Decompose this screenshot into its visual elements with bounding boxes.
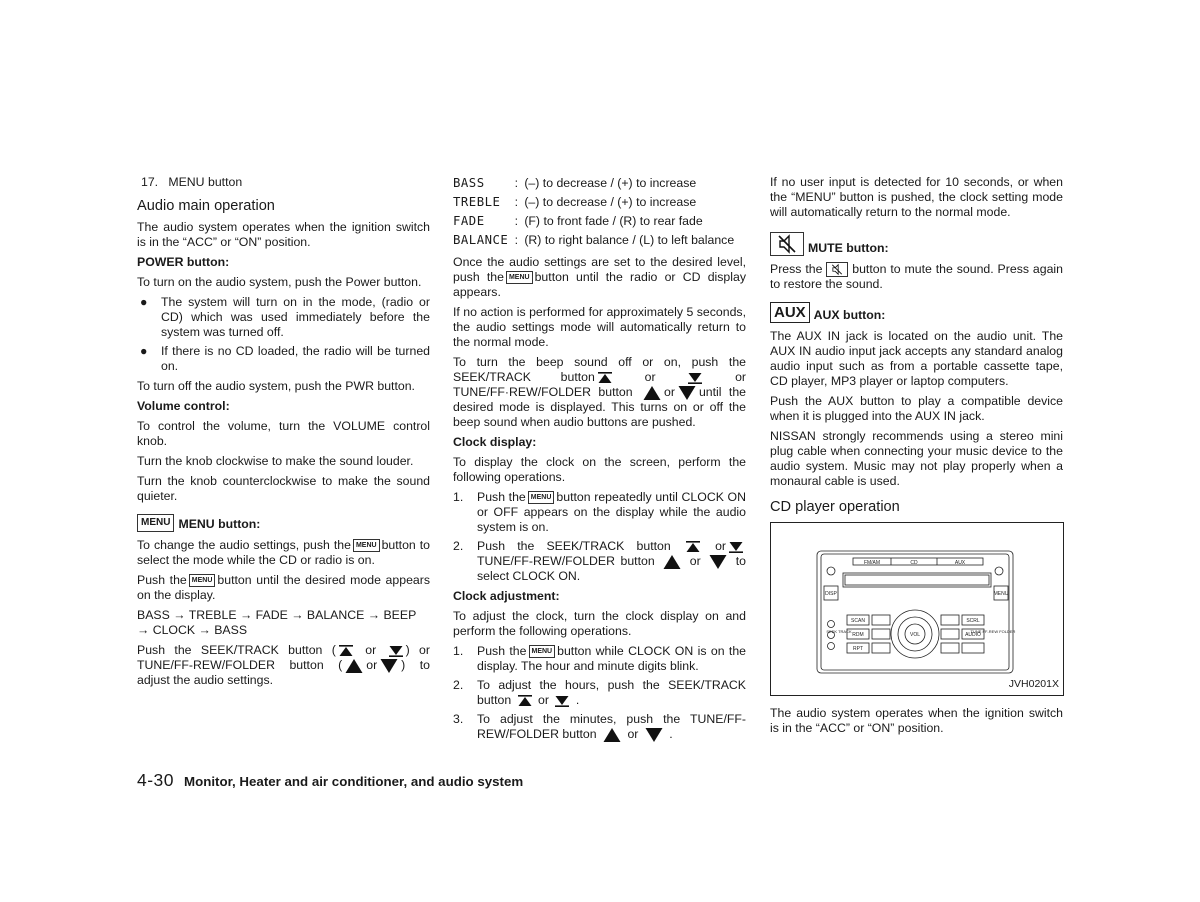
paragraph: To display the clock on the screen, perform the following operations.	[453, 455, 746, 484]
tune-down-icon	[645, 728, 663, 742]
paragraph: Turn the knob clockwise to make the sound louder.	[137, 454, 414, 468]
mute-icon	[770, 232, 804, 256]
mute-icon	[826, 262, 848, 277]
seek-up-icon	[686, 541, 700, 553]
tune-down-icon	[709, 555, 727, 569]
aux-heading-label: AUX button:	[813, 308, 886, 323]
list-item: ● The system will turn on in the mode, (radio or CD) which was used immediately before the system was turned off.	[140, 295, 430, 339]
mute-heading-label: MUTE button:	[808, 241, 889, 255]
heading-clock-adjustment: Clock adjustment:	[453, 589, 560, 603]
item-17: 17. MENU button	[141, 175, 243, 189]
paragraph: Push the SEEK/TRACK button ( or ) or TUNE/FF-REW/FOLDER button ( or ) to adjust the audio settings.	[137, 643, 430, 687]
menu-icon: MENU	[189, 574, 216, 587]
paragraph: To turn off the audio system, push the PWR button.	[137, 379, 415, 393]
tune-down-icon	[678, 386, 696, 400]
page-number: 4-30	[137, 770, 175, 790]
seek-down-icon	[389, 645, 403, 657]
menu-icon: MENU	[506, 271, 533, 284]
column-2	[453, 175, 746, 747]
tune-up-icon	[345, 659, 363, 673]
column-3	[770, 175, 1063, 741]
figure-label: DISP	[825, 591, 837, 598]
menu-sequence: BASS → TREBLE → FADE → BALANCE → BEEP → CLOCK → BASS	[137, 608, 417, 637]
table-row: BALANCE : (R) to right balance / (L) to left balance	[453, 233, 735, 247]
paragraph: The audio system operates when the ignition switch is in the “ACC” or “ON” position.	[770, 706, 1063, 736]
figure-label: CD	[910, 560, 918, 567]
heading-audio-main-operation: Audio main operation	[137, 198, 275, 214]
settings-table	[453, 175, 734, 251]
paragraph: NISSAN strongly recommends using a stereo mini plug cable when connecting your music device to the audio system. Music may not play properly when a monaural cable is used.	[770, 429, 1063, 489]
tune-up-icon	[643, 386, 661, 400]
figure-label: RPT	[853, 646, 863, 653]
list-item: 2. Push the SEEK/TRACK button or TUNE/FF-REW/FOLDER button or to select CLOCK ON.	[453, 539, 747, 583]
seek-down-icon	[555, 695, 569, 707]
seek-up-icon	[598, 372, 612, 384]
audio-unit-illustration	[771, 523, 1063, 695]
menu-icon: MENU	[137, 514, 174, 532]
menu-button-heading	[137, 514, 430, 532]
figure-label: TUNE FF-REW FOLDER	[970, 629, 1016, 635]
menu-icon: MENU	[528, 491, 555, 504]
tune-down-icon	[380, 659, 398, 673]
menu-heading-label: MENU button:	[178, 517, 261, 531]
figure-label: VOL	[909, 632, 921, 639]
tune-up-icon	[603, 728, 621, 742]
adjust-steps	[453, 644, 746, 742]
table-row: FADE : (F) to front fade / (R) to rear fade	[453, 214, 703, 228]
paragraph: Turn the knob counterclockwise to make the sound quieter.	[137, 474, 430, 503]
page-footer	[137, 770, 523, 791]
mute-button-heading	[770, 232, 1063, 256]
paragraph: Once the audio settings are set to the desired level, push the MENU button until the radio or CD display appears.	[453, 255, 746, 299]
menu-icon: MENU	[353, 539, 380, 552]
paragraph: Press the button to mute the sound. Press again to restore the sound.	[770, 262, 1063, 292]
paragraph: If no action is performed for approximately 5 seconds, the audio settings mode will automatically return to the normal mode.	[453, 305, 746, 349]
paragraph: To turn on the audio system, push the Power button.	[137, 275, 422, 289]
figure-label: AUDIO	[965, 632, 981, 639]
section-title: Monitor, Heater and air conditioner, and audio system	[184, 774, 524, 789]
paragraph: Push the AUX button to play a compatible device when it is plugged into the AUX IN jack.	[770, 394, 1063, 424]
list-item: 1. Push the MENU button while CLOCK ON is on the display. The hour and minute digits blink.	[453, 644, 746, 673]
figure-label: RDM	[852, 632, 864, 639]
paragraph: If no user input is detected for 10 seconds, or when the “MENU” button is pushed, the clock setting mode will automatically return to the normal mode.	[770, 175, 1063, 219]
power-bullet-list	[137, 295, 430, 374]
paragraph: The audio system operates when the ignition switch is in the “ACC” or “ON” position.	[137, 220, 430, 249]
paragraph: To control the volume, turn the VOLUME control knob.	[137, 419, 430, 448]
heading-power-button: POWER button:	[137, 255, 230, 269]
paragraph: The AUX IN jack is located on the audio unit. The AUX IN audio input jack accepts any standard analog audio input such as from a portable cassette tape, CD player, MP3 player or laptop computers.	[770, 329, 1063, 389]
seek-up-icon	[518, 695, 532, 707]
paragraph: Push the MENU button until the desired mode appears on the display.	[137, 573, 430, 602]
seek-up-icon	[339, 645, 353, 657]
figure-label: FM/AM	[863, 560, 881, 567]
clock-steps	[453, 490, 746, 584]
heading-clock-display: Clock display:	[453, 435, 537, 449]
seek-down-icon	[729, 541, 743, 553]
heading-cd-player-operation: CD player operation	[770, 499, 900, 516]
figure-label: SCRL	[966, 618, 980, 625]
tune-up-icon	[663, 555, 681, 569]
audio-unit-figure	[770, 522, 1064, 696]
figure-label: AUX	[954, 560, 966, 567]
aux-icon: AUX	[770, 302, 810, 323]
figure-label: MENU	[993, 591, 1009, 598]
aux-button-heading	[770, 302, 1063, 323]
figure-label: SEEK TRACK	[826, 629, 852, 635]
figure-label: SCAN	[851, 618, 865, 625]
figure-code: JVH0201X	[1008, 678, 1059, 691]
seek-down-icon	[688, 372, 702, 384]
list-item: 1. Push the MENU button repeatedly until CLOCK ON or OFF appears on the display while the audio system is on.	[453, 490, 746, 534]
menu-icon: MENU	[529, 645, 556, 658]
paragraph: To change the audio settings, push the MENU button to select the mode while the CD or radio is on.	[137, 538, 430, 567]
list-item: 2. To adjust the hours, push the SEEK/TRACK button or .	[453, 678, 746, 707]
paragraph: To adjust the clock, turn the clock display on and perform the following operations.	[453, 609, 746, 638]
heading-volume-control: Volume control:	[137, 399, 230, 413]
paragraph: To turn the beep sound off or on, push the SEEK/TRACK button or or TUNE/FF·REW/FOLDER button or until the desired mode is displayed. This turns on or off the beep sound when audio buttons are pushed.	[453, 355, 747, 429]
table-row: BASS : (–) to decrease / (+) to increase	[453, 176, 697, 190]
list-item: ● If there is no CD loaded, the radio will be turned on.	[140, 344, 430, 373]
column-1	[137, 175, 430, 693]
table-row: TREBLE : (–) to decrease / (+) to increase	[453, 195, 697, 209]
list-item: 3. To adjust the minutes, push the TUNE/FF-REW/FOLDER button or .	[453, 712, 746, 741]
